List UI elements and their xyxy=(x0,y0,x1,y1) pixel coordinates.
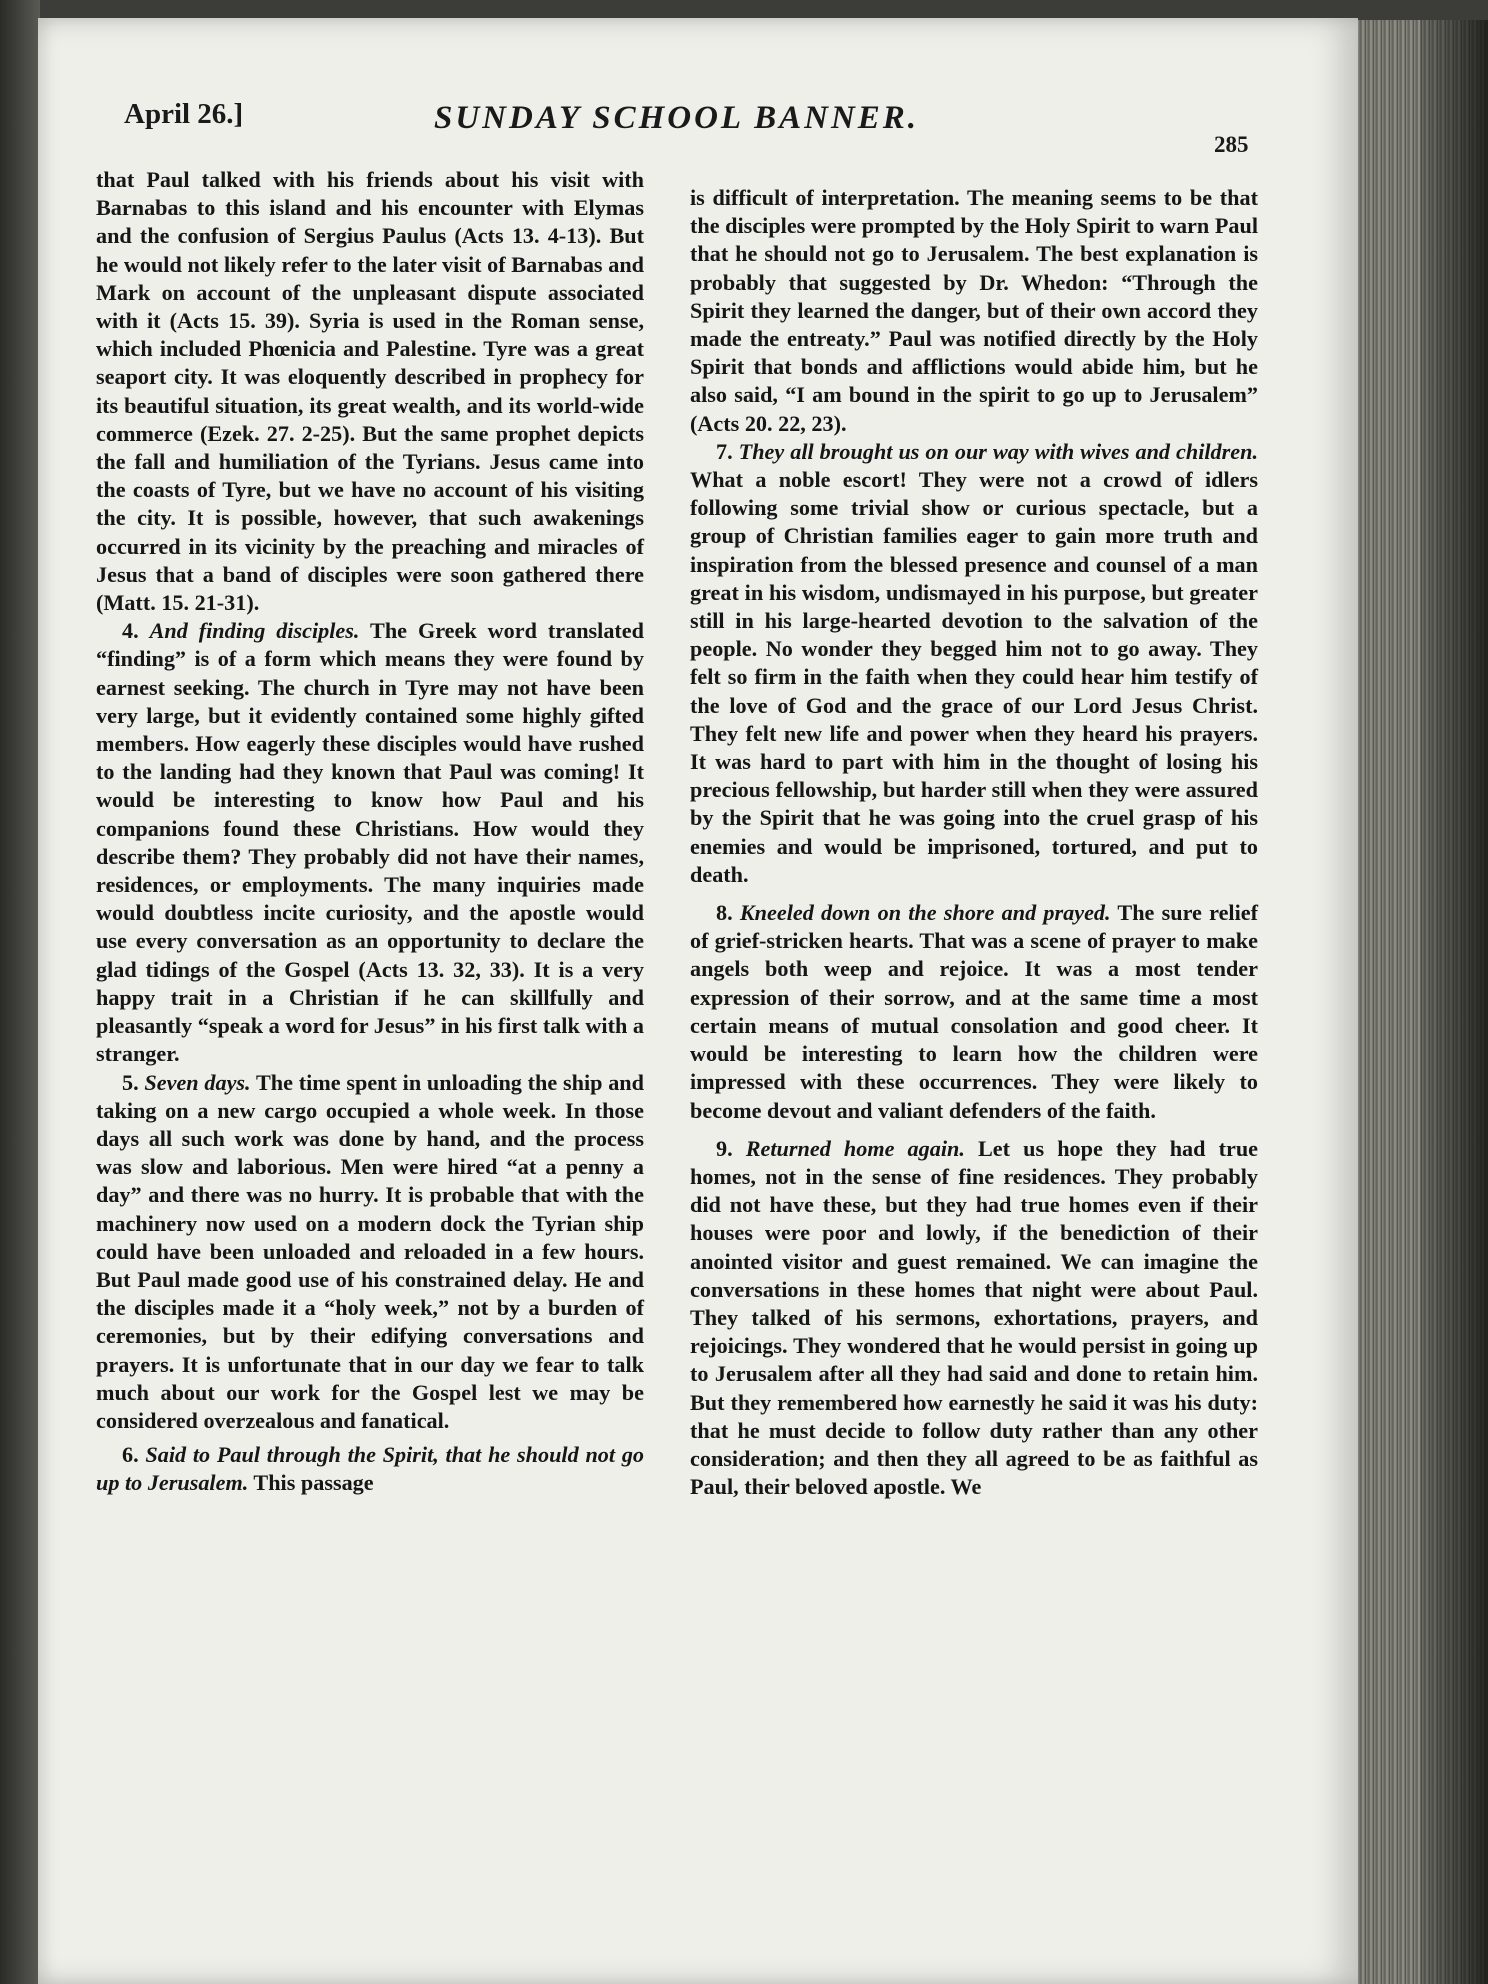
verse-number: 6. xyxy=(122,1442,139,1468)
page-edges-shadow xyxy=(1420,20,1488,1984)
issue-date: April 26.] xyxy=(124,98,244,130)
paragraph xyxy=(96,1069,644,1436)
paragraph-body: What a noble escort! They were not a crowd of idlers following some trivial show or curious spectacle, but a group of Christian families eager to gain more truth and inspiration from the blessed presence and counsel of a man great in his wisdom, undismayed in his purpose, but greater still in his large-hearted devotion to the salvation of the people. No wonder they begged him not to go away. They felt so firm in the faith when they could hear him testify of the love of God and the grace of our Lord Jesus Christ. They felt new life and power when they heard his prayers. It was hard to part with him in the thought of losing his precious fellowship, but harder still when they were assured by the Spirit that he was going into the cruel grasp of his enemies and would be imprisoned, tortured, and put to death. xyxy=(690,467,1258,887)
journal-title: SUNDAY SCHOOL BANNER. xyxy=(434,100,920,136)
verse-number: 4. xyxy=(122,618,139,644)
verse-number: 5. xyxy=(122,1069,139,1095)
verse-number: 9. xyxy=(716,1135,733,1161)
paragraph-body: The Greek word translated “finding” is of a form which means they were found by earnest seeking. The church in Tyre may not have been very large, but it evidently contained some highly gifted members. How eagerly these disciples would have rushed to the landing had they known that Paul was coming! It would be interesting to know how Paul and his companions found these Christians. How would they describe them? They probably did not have their names, residences, or employments. The many inquiries made would doubtless incite curiosity, and the apostle would use every conversation as an opportunity to declare the glad tidings of the Gospel (Acts 13. 32, 33). It is a very happy trait in a Christian if he can skillfully and pleasantly “speak a word for Jesus” in his first talk with a stranger. xyxy=(96,618,644,1067)
left-column xyxy=(96,166,644,1498)
paragraph xyxy=(690,1135,1258,1502)
paragraph-body: This passage xyxy=(253,1470,374,1496)
paragraph-body: Let us hope they had true homes, not in the sense of fine residences. They probably did not have these, but they had true homes even if their houses were poor and lowly, if the benediction of their anointed visitor and guest remained. We can imagine the conversations in these homes that night were about Paul. They talked of his sermons, exhortations, prayers, and rejoicings. They wondered that he would persist in going up to Jerusalem after all they had said and done to retain him. But they remembered how earnestly he said it was his duty: that he must decide to follow duty rather than any other consideration; and then they all agreed to be as faithful as Paul, their beloved apostle. We xyxy=(690,1135,1259,1500)
verse-number: 8. xyxy=(716,900,733,926)
verse-heading: And finding disciples. xyxy=(149,618,360,644)
verse-heading: Returned home again. xyxy=(745,1135,965,1161)
binding-shadow xyxy=(0,0,40,1984)
running-header xyxy=(124,98,1284,157)
verse-heading: Kneeled down on the shore and prayed. xyxy=(739,900,1111,926)
right-column xyxy=(690,184,1258,1501)
page-number: 285 xyxy=(1214,132,1249,157)
paragraph: is difficult of interpretation. The meaning seems to be that the disciples were prompted by the Holy Spirit to warn Paul that he should not go to Jerusalem. The best explanation is probably that suggested by Dr. Whedon: “Through the Spirit they learned the danger, but of their own accord they made the entreaty.” Paul was notified directly by the Holy Spirit that bonds and afflictions would abide him, but he also said, “I am bound in the spirit to go up to Jerusalem” (Acts 20. 22, 23). xyxy=(690,185,1258,436)
paragraph xyxy=(96,617,644,1068)
verse-heading: Said to Paul through the Spirit, that he should not go up to Jerusalem. xyxy=(96,1442,645,1496)
paragraph-body: The time spent in unloading the ship and taking on a new cargo occupied a whole week. In those days all such work was done by hand, and the process was slow and laborious. Men were hired “at a penny a day” and there was no hurry. It is probable that with the machinery now used on a modern dock the Tyrian ship could have been unloaded and reloaded in a few hours. But Paul made good use of his constrained delay. He and the disciples made it a “holy week,” not by a burden of ceremonies, but by their edifying conversations and prayers. It is unfortunate that in our day we fear to talk much about our work for the Gospel lest we may be considered overzealous and fanatical. xyxy=(96,1069,644,1433)
paragraph: that Paul talked with his friends about his visit with Barnabas to this island and his encounter with Elymas and the confusion of Sergius Paulus (Acts 13. 4-13). But he would not likely refer to the later visit of Barnabas and Mark on account of the unpleasant dispute associated with it (Acts 15. 39). Syria is used in the Roman sense, which included Phœnicia and Palestine. Tyre was a great seaport city. It was eloquently described in prophecy for its beautiful situation, its great wealth, and its world-wide commerce (Ezek. 27. 2-25). But the same prophet depicts the fall and humiliation of the Tyrians. Jesus came into the coasts of Tyre, but we have no account of his visiting the city. It is possible, however, that such awakenings occurred in its vicinity by the preaching and miracles of Jesus that a band of disciples were soon gathered there (Matt. 15. 21-31). xyxy=(96,167,644,616)
verse-heading: They all brought us on our way with wives and children. xyxy=(738,438,1258,464)
paragraph xyxy=(96,1441,644,1497)
verse-number: 7. xyxy=(716,438,733,464)
paragraph xyxy=(690,438,1258,889)
paragraph-body: The sure relief of grief-stricken hearts. That was a scene of prayer to make angels both weep and rejoice. It was a most tender expression of their sorrow, and at the same time a most certain means of mutual consolation and good cheer. It would be interesting to learn how the children were impressed with these occurrences. They were likely to become devout and valiant defenders of the faith. xyxy=(690,900,1258,1123)
paragraph xyxy=(690,899,1258,1125)
verse-heading: Seven days. xyxy=(144,1069,251,1095)
